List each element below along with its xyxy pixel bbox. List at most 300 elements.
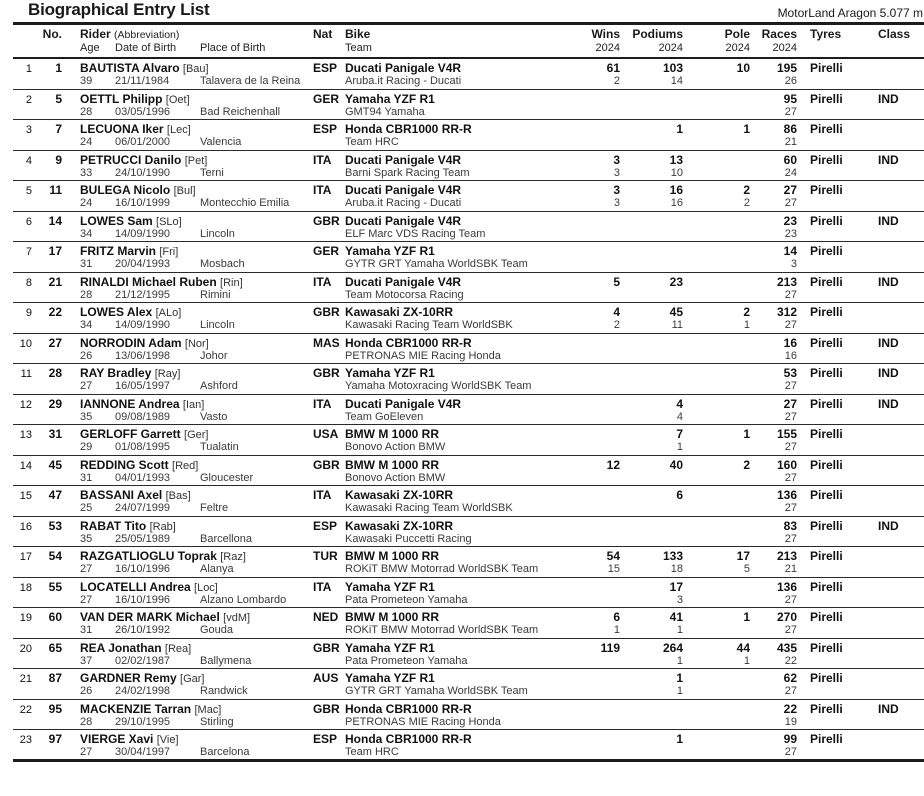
spacer-cell <box>313 685 343 699</box>
dob-cell: 14/09/1990 <box>115 319 171 331</box>
races-cell: 62 <box>750 669 797 686</box>
wins-2024-cell <box>558 502 620 516</box>
tyres-cell: Pirelli <box>797 333 865 350</box>
rider-cell <box>62 577 313 594</box>
races-2024-cell: 26 <box>784 75 797 87</box>
race-number-cell: 11 <box>38 181 62 198</box>
dob-cell: 26/10/1992 <box>115 624 171 636</box>
podiums-2024-cell: 11 <box>671 319 683 331</box>
races-2024-cell: 27 <box>750 746 797 760</box>
pob-cell: Lincoln <box>200 319 235 331</box>
team-cell: GYTR GRT Yamaha WorldSBK Team <box>345 258 528 270</box>
spacer-cell <box>865 380 924 394</box>
spacer-cell <box>865 289 924 303</box>
team-cell: Yamaha Motoxracing WorldSBK Team <box>345 380 532 392</box>
race-number-cell: 55 <box>38 577 62 594</box>
table-row <box>13 242 924 259</box>
races-2024-cell: 27 <box>784 532 797 545</box>
col-header-age: Age <box>80 42 100 54</box>
wins-2024-cell: 2 <box>613 319 620 331</box>
table-row-secondary <box>13 197 924 211</box>
table-row-secondary <box>13 655 924 669</box>
age-cell: 31 <box>80 258 93 270</box>
bike-cell: Honda CBR1000 RR-R <box>343 120 558 137</box>
spacer-cell <box>865 685 924 699</box>
spacer-cell <box>865 258 924 272</box>
table-row <box>13 547 924 564</box>
pole-2024-cell <box>683 167 750 181</box>
bio-cell <box>62 228 313 242</box>
col-header-abbreviation: (Abbreviation) <box>114 29 180 41</box>
position-cell: 14 <box>13 455 38 472</box>
table-row <box>13 333 924 350</box>
pole-cell <box>683 89 750 106</box>
rider-abbreviation: [Mac] <box>194 703 222 716</box>
dob-cell: 16/05/1997 <box>115 380 171 392</box>
spacer-cell <box>313 106 343 120</box>
races-cell: 213 <box>750 547 797 564</box>
col-header-pole-year: 2024 <box>683 42 750 58</box>
spacer-cell <box>13 228 38 242</box>
table-row <box>13 211 924 228</box>
table-row <box>13 303 924 320</box>
team-cell: Bonovo Action BMW <box>345 471 446 484</box>
age-cell: 28 <box>80 715 93 728</box>
age-cell: 31 <box>80 471 93 484</box>
age-cell: 39 <box>80 75 93 87</box>
wins-cell: 54 <box>558 547 620 564</box>
races-cell: 136 <box>750 486 797 503</box>
position-cell: 17 <box>13 547 38 564</box>
table-row <box>13 638 924 655</box>
rider-abbreviation: [Raz] <box>220 551 246 563</box>
spacer-cell <box>13 350 38 364</box>
spacer-cell <box>313 441 343 455</box>
class-cell <box>865 608 924 625</box>
pole-2024-cell <box>683 685 750 699</box>
bio-cell <box>62 624 313 638</box>
rider-abbreviation: [Bas] <box>165 490 191 502</box>
team-cell: Kawasaki Puccetti Racing <box>345 532 472 545</box>
bike-cell: Honda CBR1000 RR-R <box>343 730 558 747</box>
position-cell: 15 <box>13 486 38 503</box>
wins-cell <box>558 425 620 442</box>
position-cell: 20 <box>13 638 38 655</box>
dob-cell: 01/08/1995 <box>115 441 171 453</box>
age-cell: 35 <box>80 532 93 545</box>
wins-2024-cell <box>558 533 620 547</box>
nationality-cell: NED <box>313 608 343 625</box>
spacer-cell <box>313 533 343 547</box>
tyres-cell: Pirelli <box>797 577 865 594</box>
podiums-2024-cell <box>620 350 683 364</box>
spacer-cell <box>797 655 865 669</box>
spacer-cell <box>13 655 38 669</box>
bike-cell: Yamaha YZF R1 <box>343 577 558 594</box>
bio-cell <box>62 716 313 730</box>
class-cell: IND <box>865 211 924 228</box>
nationality-cell: GBR <box>313 455 343 472</box>
rider-cell <box>62 516 313 533</box>
race-number-cell: 7 <box>38 120 62 137</box>
age-cell: 34 <box>80 319 93 331</box>
spacer-cell <box>313 472 343 486</box>
pole-2024-cell <box>683 258 750 272</box>
spacer-cell <box>797 42 865 58</box>
dob-cell: 16/10/1996 <box>115 593 171 606</box>
pole-cell: 2 <box>683 181 750 198</box>
pob-cell: Alanya <box>200 563 234 575</box>
wins-2024-cell <box>558 228 620 242</box>
rider-name: LECUONA Iker <box>80 122 164 136</box>
wins-cell <box>558 486 620 503</box>
bike-cell: Ducati Panigale V4R <box>343 150 558 167</box>
age-cell: 27 <box>80 380 93 392</box>
rider-abbreviation: [Pet] <box>184 154 208 167</box>
position-cell: 2 <box>13 89 38 106</box>
spacer-cell <box>13 319 38 333</box>
table-row-secondary <box>13 380 924 394</box>
table-row-secondary <box>13 289 924 303</box>
races-2024-cell: 27 <box>784 197 797 209</box>
bike-cell: BMW M 1000 RR <box>343 425 558 442</box>
team-cell: Aruba.it Racing - Ducati <box>345 197 462 209</box>
age-cell: 27 <box>80 593 93 606</box>
race-number-cell: 60 <box>38 608 62 625</box>
spacer-cell <box>313 319 343 333</box>
spacer-cell <box>38 472 62 486</box>
team-cell: Team GoEleven <box>345 410 424 423</box>
podiums-cell <box>620 89 683 106</box>
class-cell <box>865 486 924 503</box>
spacer-cell <box>797 472 865 486</box>
dob-cell: 16/10/1996 <box>115 563 171 575</box>
bike-cell: Ducati Panigale V4R <box>343 211 558 228</box>
nationality-cell: ITA <box>313 394 343 411</box>
rider-abbreviation: [ALo] <box>155 307 182 319</box>
wins-cell <box>558 242 620 259</box>
spacer-cell <box>13 380 38 394</box>
pole-cell <box>683 364 750 381</box>
nationality-cell: ESP <box>313 120 343 137</box>
table-row-secondary <box>13 75 924 89</box>
podiums-2024-cell: 18 <box>670 563 683 575</box>
wins-cell <box>558 669 620 686</box>
pob-cell: Gouda <box>200 624 234 636</box>
spacer-cell <box>38 289 62 303</box>
pole-cell <box>683 242 750 259</box>
podiums-2024-cell <box>620 136 683 150</box>
col-header-podiums: Podiums <box>632 27 683 41</box>
team-cell: ROKiT BMW Motorrad WorldSBK Team <box>345 563 539 575</box>
rider-abbreviation: [Ray] <box>154 368 181 380</box>
pob-cell: Vasto <box>200 410 228 423</box>
spacer-cell <box>313 197 343 211</box>
spacer-cell <box>865 136 924 150</box>
team-cell: Pata Prometeon Yamaha <box>345 654 468 667</box>
race-number-cell: 22 <box>38 303 62 320</box>
table-row <box>13 150 924 167</box>
wins-2024-cell <box>558 594 620 608</box>
pole-cell <box>683 699 750 716</box>
rider-cell <box>62 608 313 625</box>
nationality-cell: ITA <box>313 577 343 594</box>
pole-2024-cell <box>683 106 750 120</box>
tyres-cell: Pirelli <box>797 669 865 686</box>
pole-2024-cell <box>683 411 750 425</box>
podiums-cell: 264 <box>620 638 683 655</box>
class-cell <box>865 577 924 594</box>
dob-cell: 02/02/1987 <box>115 654 171 667</box>
spacer-cell <box>13 258 38 272</box>
dob-cell: 09/08/1989 <box>115 410 171 423</box>
podiums-2024-cell <box>620 106 683 120</box>
team-cell: Team HRC <box>343 746 558 760</box>
spacer-cell <box>313 42 343 58</box>
class-cell: IND <box>865 364 924 381</box>
col-header-wins: Wins <box>591 27 620 41</box>
podiums-cell: 1 <box>620 669 683 686</box>
spacer-cell <box>313 411 343 425</box>
nationality-cell: ITA <box>313 272 343 289</box>
table-row <box>13 425 924 442</box>
tyres-cell: Pirelli <box>797 364 865 381</box>
rider-cell <box>62 486 313 503</box>
race-number-cell: 14 <box>38 211 62 228</box>
podiums-2024-cell <box>620 289 683 303</box>
spacer-cell <box>797 746 865 760</box>
bio-cell <box>62 258 313 272</box>
rider-cell <box>62 333 313 350</box>
podiums-cell: 1 <box>620 120 683 137</box>
rider-cell <box>62 547 313 564</box>
nationality-cell: AUS <box>313 669 343 686</box>
pole-2024-cell <box>683 380 750 394</box>
races-cell: 270 <box>750 608 797 625</box>
rider-name: BULEGA Nicolo <box>80 183 171 197</box>
wins-cell: 119 <box>558 638 620 655</box>
rider-cell <box>62 669 313 686</box>
spacer-cell <box>865 42 924 58</box>
pole-cell <box>683 272 750 289</box>
race-number-cell: 17 <box>38 242 62 259</box>
col-header-races: Races <box>761 27 797 41</box>
spacer-cell <box>797 685 865 699</box>
wins-2024-cell <box>558 258 620 272</box>
spacer-cell <box>13 594 38 608</box>
spacer-cell <box>865 441 924 455</box>
spacer-cell <box>865 563 924 577</box>
rider-cell <box>62 272 313 289</box>
spacer-cell <box>13 197 38 211</box>
pole-2024-cell <box>683 441 750 455</box>
races-cell: 14 <box>750 242 797 259</box>
bio-cell <box>62 380 313 394</box>
rider-name: RABAT Tito <box>80 518 147 533</box>
spacer-cell <box>38 533 62 547</box>
races-2024-cell: 23 <box>784 227 797 240</box>
pole-cell: 10 <box>683 58 750 75</box>
podiums-2024-cell <box>620 472 683 486</box>
spacer-cell <box>797 380 865 394</box>
team-cell: GYTR GRT Yamaha WorldSBK Team <box>345 685 528 697</box>
spacer-cell <box>38 258 62 272</box>
team-cell: GMT94 Yamaha <box>345 105 425 118</box>
wins-cell <box>558 730 620 747</box>
podiums-2024-cell <box>620 380 683 394</box>
wins-2024-cell <box>558 685 620 699</box>
dob-cell: 24/10/1990 <box>115 166 171 179</box>
pob-cell: Terni <box>200 166 224 179</box>
dob-cell: 06/01/2000 <box>115 136 171 148</box>
tyres-cell: Pirelli <box>797 272 865 289</box>
spacer-cell <box>313 502 343 516</box>
team-cell: Kawasaki Racing Team WorldSBK <box>345 502 513 514</box>
col-subheader-bio <box>62 42 313 58</box>
spacer-cell <box>38 624 62 638</box>
podiums-cell: 17 <box>620 577 683 594</box>
races-cell: 86 <box>750 120 797 137</box>
rider-cell <box>62 303 313 320</box>
dob-cell: 21/11/1984 <box>115 75 170 87</box>
races-2024-cell: 27 <box>784 441 797 453</box>
pole-2024-cell <box>683 624 750 638</box>
podiums-cell: 13 <box>620 150 683 167</box>
col-header-pole: Pole <box>724 27 750 41</box>
podiums-2024-cell: 1 <box>676 685 683 697</box>
pob-cell: Gloucester <box>200 471 254 484</box>
pole-cell <box>683 333 750 350</box>
race-number-cell: 1 <box>38 58 62 75</box>
races-cell: 195 <box>750 58 797 75</box>
rider-cell <box>62 638 313 655</box>
podiums-cell <box>620 333 683 350</box>
class-cell: IND <box>865 516 924 533</box>
spacer-cell <box>313 228 343 242</box>
col-header-no: No. <box>42 27 62 41</box>
spacer-cell <box>38 167 62 181</box>
podiums-2024-cell <box>620 533 683 547</box>
spacer-cell <box>13 563 38 577</box>
podiums-cell: 4 <box>620 394 683 411</box>
spacer-cell <box>38 594 62 608</box>
rider-name: RAZGATLIOGLU Toprak <box>80 549 217 563</box>
table-row <box>13 730 924 747</box>
pole-cell: 2 <box>683 455 750 472</box>
tyres-cell: Pirelli <box>797 242 865 259</box>
position-cell: 3 <box>13 120 38 137</box>
races-2024-cell: 27 <box>784 624 797 636</box>
pob-cell: Alzano Lombardo <box>200 593 287 606</box>
spacer-cell <box>13 624 38 638</box>
podiums-2024-cell: 1 <box>676 441 683 453</box>
table-row <box>13 58 924 75</box>
class-cell <box>865 638 924 655</box>
position-cell: 5 <box>13 181 38 198</box>
table-row-secondary <box>13 563 924 577</box>
team-cell: Team HRC <box>345 136 399 148</box>
podiums-cell: 133 <box>620 547 683 564</box>
pob-cell: Valencia <box>200 136 242 148</box>
spacer-cell <box>313 289 343 303</box>
spacer-cell <box>13 411 38 425</box>
pole-cell <box>683 486 750 503</box>
spacer-cell <box>13 533 38 547</box>
pob-cell: Rimini <box>200 288 231 301</box>
bike-cell: Yamaha YZF R1 <box>343 669 558 686</box>
spacer-cell <box>38 655 62 669</box>
rider-name: GERLOFF Garrett <box>80 427 181 441</box>
pob-cell: Barcelona <box>200 746 250 758</box>
age-cell: 24 <box>80 197 93 209</box>
pole-cell: 44 <box>683 638 750 655</box>
races-2024-cell: 27 <box>784 410 797 423</box>
spacer-cell <box>38 441 62 455</box>
rider-cell <box>62 699 313 716</box>
pole-2024-cell <box>683 228 750 242</box>
race-number-cell: 95 <box>38 699 62 716</box>
age-cell: 25 <box>80 502 93 514</box>
table-header <box>13 25 924 58</box>
race-number-cell: 53 <box>38 516 62 533</box>
table-row <box>13 120 924 137</box>
spacer-cell <box>13 441 38 455</box>
pole-2024-cell: 1 <box>743 654 750 667</box>
pole-cell: 2 <box>683 303 750 320</box>
nationality-cell: MAS <box>313 333 343 350</box>
pole-2024-cell: 5 <box>743 563 750 575</box>
race-number-cell: 65 <box>38 638 62 655</box>
tyres-cell: Pirelli <box>797 303 865 320</box>
position-cell: 21 <box>13 669 38 686</box>
bike-cell: Ducati Panigale V4R <box>343 272 558 289</box>
col-header-dob: Date of Birth <box>115 42 177 54</box>
dob-cell: 16/10/1999 <box>115 197 171 209</box>
rider-abbreviation: [Loc] <box>194 581 218 594</box>
class-cell <box>865 181 924 198</box>
wins-cell: 61 <box>558 58 620 75</box>
podiums-2024-cell <box>620 502 683 516</box>
wins-cell <box>558 364 620 381</box>
spacer-cell <box>13 502 38 516</box>
pob-cell: Ashford <box>200 380 238 392</box>
podiums-cell <box>620 242 683 259</box>
bike-cell: Ducati Panigale V4R <box>343 58 558 75</box>
podiums-cell <box>620 699 683 716</box>
spacer-cell <box>797 716 865 730</box>
table-row <box>13 608 924 625</box>
table-row-secondary <box>13 228 924 242</box>
bike-cell: Honda CBR1000 RR-R <box>343 699 558 716</box>
races-2024-cell: 21 <box>784 136 797 148</box>
bike-cell: Ducati Panigale V4R <box>343 181 558 198</box>
wins-2024-cell <box>558 289 620 303</box>
wins-cell: 4 <box>558 303 620 320</box>
rider-name: IANNONE Andrea <box>80 396 180 411</box>
wins-2024-cell <box>558 746 620 760</box>
rider-cell <box>62 425 313 442</box>
table-row <box>13 272 924 289</box>
position-cell: 22 <box>13 699 38 716</box>
rider-name: RINALDI Michael Ruben <box>80 274 217 289</box>
races-2024-cell: 27 <box>784 105 797 118</box>
spacer-cell <box>38 746 62 760</box>
tyres-cell: Pirelli <box>797 516 865 533</box>
spacer-cell <box>865 75 924 89</box>
spacer-cell <box>865 716 924 730</box>
rider-name: LOCATELLI Andrea <box>80 579 191 594</box>
class-cell <box>865 242 924 259</box>
